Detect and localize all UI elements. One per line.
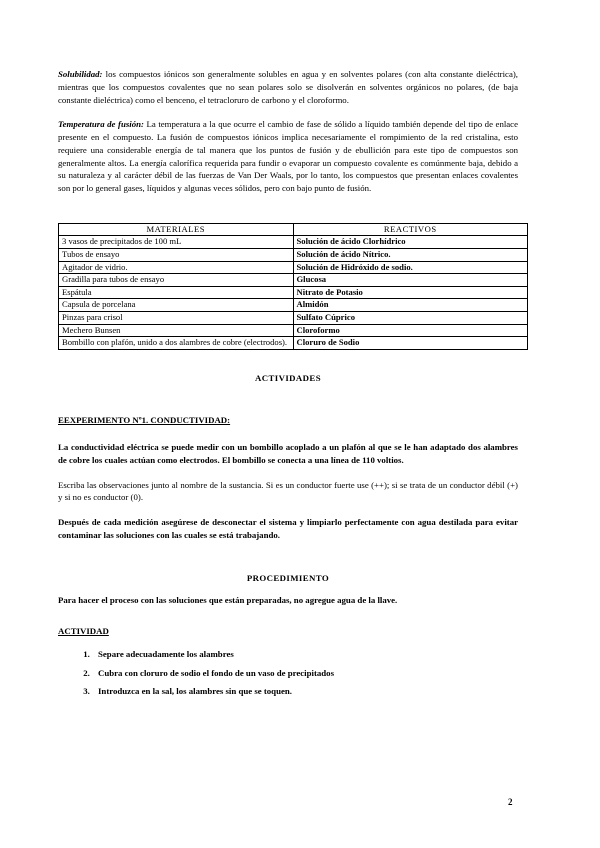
list-item: 3. Introduzca en la sal, los alambres sin que se toquen. bbox=[92, 685, 518, 698]
material-cell: Agitador de vidrio. bbox=[59, 261, 294, 274]
reactivo-cell: Cloroformo bbox=[293, 324, 528, 337]
actividad-list bbox=[58, 648, 518, 698]
reactivos-header: REACTIVOS bbox=[293, 223, 528, 236]
reactivo-cell: Cloruro de Sodio bbox=[293, 337, 528, 350]
table-row bbox=[59, 236, 528, 249]
solubilidad-text: los compuestos iónicos son generalmente solubles en agua y en solventes polares (con alta constante dieléctrica), mientras que los compuestos covalentes que no sean polares solo se disolverán en solventes orgánicos no polares, (de baja constante dieléctrica) como el benceno, el tetracloruro de carbono y el cloroformo. bbox=[58, 69, 518, 105]
temperatura-label: Temperatura de fusión: bbox=[58, 119, 144, 130]
temperatura-paragraph bbox=[58, 118, 518, 195]
material-cell: Tubos de ensayo bbox=[59, 248, 294, 261]
table-row bbox=[59, 286, 528, 299]
table-row bbox=[59, 274, 528, 287]
reactivo-cell: Almidón bbox=[293, 299, 528, 312]
table-header-row bbox=[59, 223, 528, 236]
reactivo-cell: Nitrato de Potasio bbox=[293, 286, 528, 299]
list-item: 2. Cubra con cloruro de sodio el fondo de un vaso de precipitados bbox=[92, 667, 518, 680]
material-cell: Espátula bbox=[59, 286, 294, 299]
reactivo-cell: Solución de ácido Nítrico. bbox=[293, 248, 528, 261]
material-cell: Mechero Bunsen bbox=[59, 324, 294, 337]
list-item: 1. Separe adecuadamente los alambres bbox=[92, 648, 518, 661]
solubilidad-label: Solubilidad: bbox=[58, 69, 103, 79]
experimento-paragraph-2: Escriba las observaciones junto al nombre de la sustancia. Si es un conductor fuerte use (++); si se trata de un conductor débil (+) y si no es conductor (0). bbox=[58, 479, 518, 503]
table-row bbox=[59, 337, 528, 350]
experimento-title: EEXPERIMENTO Nº1. CONDUCTIVIDAD: bbox=[58, 415, 231, 426]
reactivo-cell: Solución de ácido Clorhídrico bbox=[293, 236, 528, 249]
reactivo-cell: Sulfato Cúprico bbox=[293, 311, 528, 324]
table-row bbox=[59, 324, 528, 337]
experimento-paragraph-1: La conductividad eléctrica se puede medir con un bombillo acoplado a un plafón al que se le han adaptado dos alambres de cobre los cuales actúan como electrodos. El bombillo se conecta a una línea de 110 voltios. bbox=[58, 442, 518, 465]
temperatura-text: La temperatura a la que ocurre el cambio de fase de sólido a líquido también depende del tipo de enlace presente en el compuesto. La fusión de compuestos iónicos implica necesariamente el rompimiento de la red cristalina, esto requiere una considerable energía de tal manera que los puntos de fusión y de ebullición para este tipo de compuestos son generalmente altos. La energía calorífica requerida para fundir o evaporar un compuesto covalente es comúnmente baja, debido a su naturaleza y al carácter débil de las fuerzas de Van Der Waals, por lo tanto, los compuestos que presentan enlaces covalentes son por lo general gases, líquidos y algunas veces sólidos, pero con bajo punto de fusión. bbox=[58, 119, 518, 193]
document-page bbox=[58, 68, 518, 704]
reactivo-cell: Solución de Hidróxido de sodio. bbox=[293, 261, 528, 274]
solubilidad-paragraph bbox=[58, 68, 518, 106]
actividades-heading: ACTIVIDADES bbox=[255, 372, 321, 383]
materials-table bbox=[58, 223, 528, 350]
material-cell: 3 vasos de precipitados de 100 mL bbox=[59, 236, 294, 249]
material-cell: Capsula de porcelana bbox=[59, 299, 294, 312]
table-row bbox=[59, 299, 528, 312]
page-number: 2 bbox=[508, 797, 513, 807]
table-row bbox=[59, 248, 528, 261]
material-cell: Pinzas para crisol bbox=[59, 311, 294, 324]
table-row bbox=[59, 311, 528, 324]
reactivo-cell: Glucosa bbox=[293, 274, 528, 287]
material-cell: Gradilla para tubos de ensayo bbox=[59, 274, 294, 287]
actividad-heading: ACTIVIDAD bbox=[58, 626, 109, 637]
table-row bbox=[59, 261, 528, 274]
procedimiento-heading: PROCEDIMIENTO bbox=[246, 572, 330, 583]
experimento-paragraph-3: Después de cada medición asegúrese de desconectar el sistema y limpiarlo perfectamente con agua destilada para evitar contaminar las soluciones con las cuales se está trabajando. bbox=[58, 517, 518, 540]
procedimiento-text: Para hacer el proceso con las soluciones que están preparadas, no agregue agua de la llave. bbox=[58, 595, 398, 606]
materiales-header: MATERIALES bbox=[59, 223, 294, 236]
material-cell: Bombillo con plafón, unido a dos alambres de cobre (electrodos). bbox=[59, 337, 294, 350]
